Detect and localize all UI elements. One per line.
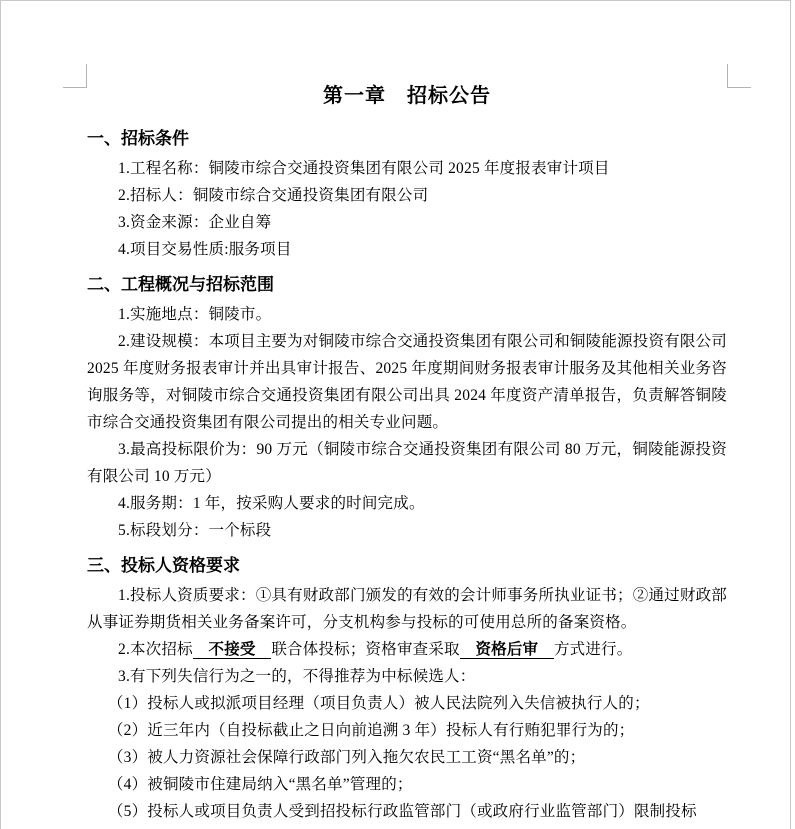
paragraph-joint-bid-rule — [87, 636, 727, 663]
joint-bid-middle: 联合体投标；资格审查采取 — [271, 641, 460, 658]
margin-crop-mark-top-right-icon — [727, 64, 751, 88]
not-accept-underlined: 不接受 — [192, 641, 272, 658]
paragraph-funding-source: 3.资金来源：企业自筹 — [118, 214, 272, 231]
dishonesty-item-5: （5）投标人或项目负责人受到招投标行政监管部门（或政府行业监管部门）限制投标 — [107, 803, 697, 820]
dishonesty-item-2: （2）近三年内（自投标截止之日向前追溯 3 年）投标人有行贿犯罪行为的； — [107, 722, 635, 739]
chapter-title: 第一章 招标公告 — [323, 85, 491, 107]
paragraph-construction-scale: 2.建设规模：本项目主要为对铜陵市综合交通投资集团有限公司和铜陵能源投资有限公司 2025 年度财务报表审计并出具审计报告、2025 年度期间财务报表审计服务及其他相关业务咨询服务等，对铜陵市综合交通投资集团有限公司出具 2024 年度资产清单报告，负责解答铜陵市综合交通投资集团有限公司提出的相关专业问题。 — [87, 333, 727, 431]
paragraph-max-bid-price: 3.最高投标限价为：90 万元（铜陵市综合交通投资集团有限公司 80 万元，铜陵能源投资有限公司 10 万元） — [87, 441, 727, 485]
paragraph-qualification-requirements: 1.投标人资质要求：①具有财政部门颁发的有效的会计师事务所执业证书；②通过财政部从事证券期货相关业务备案许可，分支机构参与投标的可使用总所的备案资格。 — [87, 587, 727, 631]
dishonesty-item-4: （4）被铜陵市住建局纳入“黑名单”管理的； — [107, 776, 413, 793]
document-content — [87, 0, 727, 825]
paragraph-transaction-nature: 4.项目交易性质:服务项目 — [118, 241, 292, 258]
section-heading-project-overview: 二、工程概况与招标范围 — [87, 275, 274, 294]
margin-crop-mark-top-left-icon — [63, 64, 87, 88]
section-heading-bidder-qualification: 三、投标人资格要求 — [87, 556, 240, 575]
dishonesty-item-1: （1）投标人或拟派项目经理（项目负责人）被人民法院列入失信被执行人的； — [107, 695, 650, 712]
section-heading-tender-conditions: 一、招标条件 — [87, 129, 189, 148]
paragraph-project-name: 1.工程名称：铜陵市综合交通投资集团有限公司 2025 年度报表审计项目 — [118, 160, 610, 177]
post-review-underlined: 资格后审 — [459, 641, 554, 658]
paragraph-tenderer: 2.招标人：铜陵市综合交通投资集团有限公司 — [118, 187, 429, 204]
dishonesty-item-3: （3）被人力资源社会保障行政部门列入拖欠农民工工资“黑名单”的； — [107, 749, 586, 766]
joint-bid-prefix: 2.本次招标 — [118, 641, 193, 658]
joint-bid-suffix: 方式进行。 — [553, 641, 633, 658]
paragraph-service-period: 4.服务期：1 年，按采购人要求的时间完成。 — [118, 495, 425, 512]
paragraph-location: 1.实施地点：铜陵市。 — [118, 306, 272, 323]
paragraph-dishonesty-intro: 3.有下列失信行为之一的，不得推荐为中标候选人： — [118, 668, 476, 685]
paragraph-lot-division: 5.标段划分：一个标段 — [118, 522, 272, 539]
